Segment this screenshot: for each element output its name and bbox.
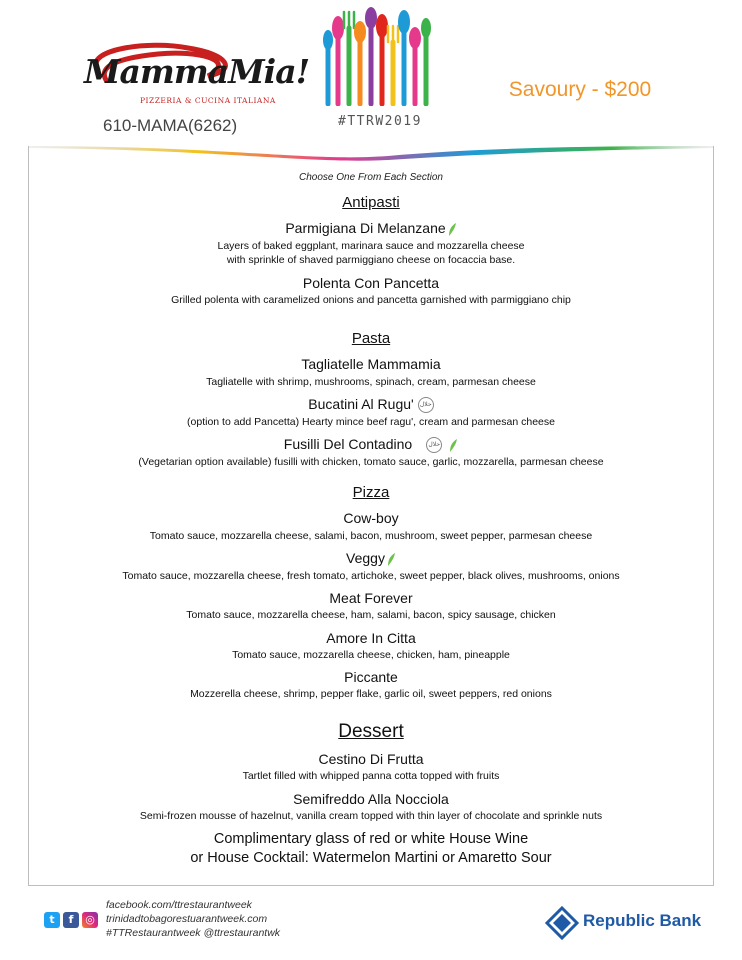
facebook-icon[interactable]: f <box>63 912 79 928</box>
menu-item-name: Tagliatelle Mammamia <box>301 356 441 372</box>
halal-icon: حلال <box>418 397 434 413</box>
logo-wordmark: MammaMia! <box>84 52 310 91</box>
item-name-text: Veggy <box>346 550 385 566</box>
menu-item-name <box>28 220 714 237</box>
vegetarian-leaf-icon <box>447 222 457 237</box>
item-name-text: Fusilli Del Contadino <box>283 436 413 452</box>
halal-icon: حلال <box>426 437 442 453</box>
menu-intro: Choose One From Each Section <box>299 172 443 183</box>
menu-item-name <box>28 436 714 453</box>
closing-line: Complimentary glass of red or white House Wine <box>213 831 529 847</box>
menu-item-desc: Semi-frozen mousse of hazelnut, vanilla cream topped with thin layer of chocolate and sprinkle nuts <box>139 810 603 822</box>
menu-item-desc: Tomato sauce, mozzarella cheese, salami, bacon, mushroom, sweet pepper, parmesan cheese <box>149 530 593 542</box>
website-link[interactable]: trinidadtobagorestuarantweek.com <box>106 913 268 925</box>
social-icons <box>44 912 100 928</box>
menu-item-name: Polenta Con Pancetta <box>302 275 440 291</box>
republic-bank-logo-icon <box>545 906 579 940</box>
menu-item-desc: Layers of baked eggplant, marinara sauce and mozzarella cheese <box>217 240 525 252</box>
item-name-text: Bucatini Al Rugu' <box>308 396 414 412</box>
menu-item-desc: Tomato sauce, mozzarella cheese, fresh tomato, artichoke, sweet pepper, black olives, mushrooms, onions <box>122 570 620 582</box>
instagram-icon[interactable]: ◎ <box>82 912 98 928</box>
menu-item-desc: (option to add Pancetta) Hearty mince beef ragu', cream and parmesan cheese <box>187 416 555 428</box>
item-name-text: Parmigiana Di Melanzane <box>285 220 446 236</box>
menu-item-name: Piccante <box>344 669 398 685</box>
menu-item-desc: Tagliatelle with shrimp, mushrooms, spinach, cream, parmesan cheese <box>206 376 536 388</box>
menu-item-desc: Grilled polenta with caramelized onions and pancetta garnished with parmiggiano chip <box>171 294 571 306</box>
menu-item-desc: (Vegetarian option available) fusilli with chicken, tomato sauce, garlic, mozzarella, parmesan cheese <box>138 456 604 468</box>
menu-item-desc: Mozzerella cheese, shrimp, pepper flake, garlic oil, sweet peppers, red onions <box>190 688 552 700</box>
facebook-link[interactable]: facebook.com/ttrestaurantweek <box>106 899 252 911</box>
closing-line: or House Cocktail: Watermelon Martini or Amaretto Sour <box>190 850 552 866</box>
logo-subtitle: PIZZERIA & CUCINA ITALIANA <box>140 96 276 105</box>
menu-item-desc: with sprinkle of shaved parmiggiano cheese on focaccia base. <box>226 254 516 266</box>
vegetarian-leaf-icon <box>448 438 458 453</box>
phone-number: 610-MAMA(6262) <box>103 116 238 135</box>
section-title-pasta: Pasta <box>351 330 391 347</box>
menu-item-desc: Tomato sauce, mozzarella cheese, chicken, ham, pineapple <box>232 649 510 661</box>
menu-item-name: Meat Forever <box>329 590 413 606</box>
menu-item-name <box>28 550 714 567</box>
section-title-antipasti: Antipasti <box>342 194 400 211</box>
menu-item-name: Semifreddo Alla Nocciola <box>293 791 449 807</box>
menu-item-name: Cow-boy <box>343 510 399 526</box>
social-handles: #TTRestaurantweek @ttrestaurantwk <box>106 927 281 939</box>
menu-price-label: Savoury - $200 <box>508 78 652 101</box>
menu-item-name <box>28 396 714 413</box>
section-title-dessert: Dessert <box>338 721 404 742</box>
vegetarian-leaf-icon <box>386 552 396 567</box>
cutlery-art-icon <box>322 6 436 106</box>
menu-item-desc: Tomato sauce, mozzarella cheese, ham, salami, bacon, spicy sausage, chicken <box>186 609 556 621</box>
sponsor-name: Republic Bank <box>583 911 702 930</box>
menu-item-desc: Tartlet filled with whipped panna cotta topped with fruits <box>242 770 500 782</box>
menu-item-name: Cestino Di Frutta <box>318 751 424 767</box>
event-hashtag: #TTRW2019 <box>338 114 422 129</box>
section-title-pizza: Pizza <box>352 484 390 501</box>
menu-item-name: Amore In Citta <box>326 630 416 646</box>
twitter-icon[interactable]: t <box>44 912 60 928</box>
